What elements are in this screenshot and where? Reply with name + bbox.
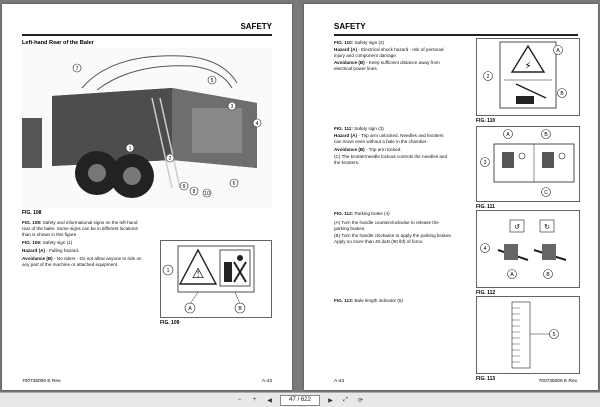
- fig108-caption: FIG. 108: Safety and informational signs on the left-hand rear of the baler. Some signs can be in different locations than is shown in this figure.: [22, 220, 138, 237]
- fig109-callout-1: 1: [166, 268, 170, 274]
- fig112-release: (A) Turn the handle counterclockwise to release the parking brakes.: [334, 220, 439, 231]
- fig-108-label: FIG. 108: [22, 210, 42, 216]
- fig111-callout-3: 3: [483, 160, 487, 166]
- safety-sign-1-illustration: [160, 240, 272, 318]
- callout-8: 8: [192, 189, 196, 195]
- rotate-cw-icon: ↻: [544, 223, 550, 231]
- fig110-callout-2: 2: [486, 74, 490, 80]
- falling-person-icon: ⚠: [191, 266, 205, 282]
- fig110-callout-b: B: [560, 91, 564, 97]
- viewer-toolbar: [0, 392, 600, 407]
- prev-page-icon[interactable]: ◀: [267, 397, 272, 404]
- next-page-icon[interactable]: ▶: [328, 397, 333, 404]
- right-footer-doc: 700735006 E Rev.: [538, 379, 578, 384]
- right-footer-page: A-44: [334, 379, 345, 384]
- fig-110-label: FIG. 110: [476, 118, 496, 124]
- fig112-illustration: [476, 210, 580, 288]
- page-number-field[interactable]: 47 / 622: [280, 395, 320, 406]
- fit-page-icon[interactable]: ⤢: [343, 396, 348, 403]
- fig111-callout-c: C: [544, 190, 548, 196]
- left-header: SAFETY: [22, 22, 272, 36]
- callout-1: 1: [128, 146, 132, 152]
- fig110-caption: FIG. 110: Safety sign (2): [334, 40, 385, 45]
- fig111-illustration: [476, 126, 580, 202]
- rotate-ccw-icon: ↺: [514, 223, 520, 231]
- fig109-callout-a: A: [188, 306, 192, 312]
- fig111-callout-a: A: [506, 132, 510, 138]
- fig-113-label: FIG. 113: [476, 376, 496, 382]
- left-footer-doc: 700735006 E Rev.: [22, 379, 62, 384]
- callout-7: 7: [75, 66, 79, 72]
- callout-10: 10: [204, 191, 210, 197]
- fig112-apply: (B) Turn the handle clockwise to apply the parking brakes. Apply no more than 40 daN (90 lbf) of force.: [334, 233, 452, 244]
- section-title: Left-hand Rear of the Baler: [22, 40, 94, 46]
- fig110-avoidance: Avoidance (B) - Keep sufficient distance away from electrical power lines.: [334, 60, 440, 71]
- fig110-callout-a: A: [556, 48, 560, 54]
- fig110-hazard: Hazard (A) - Electrical shock hazard - risk of personal injury and component damage.: [334, 47, 444, 58]
- rotate-icon[interactable]: ⟳: [357, 397, 364, 404]
- fig-112-label: FIG. 112: [476, 290, 496, 296]
- right-page: [304, 4, 598, 390]
- right-header: SAFETY: [334, 22, 578, 36]
- callout-2: 2: [168, 156, 172, 162]
- fig109-callout-b: B: [238, 306, 242, 312]
- callout-4: 4: [255, 121, 259, 127]
- fig109-avoidance: Avoidance (B) - No riders - Do not allow anyone to ride on any part of the machine or attached equipment.: [22, 256, 142, 267]
- fig111-hazard: Hazard (A) - Trip arm unlocked. Needles and knotters can move even without a bale in the chamber.: [334, 133, 444, 144]
- zoom-out-icon[interactable]: −: [237, 397, 242, 403]
- fig-109-label: FIG. 109: [160, 320, 180, 326]
- fig112-caption: FIG. 112: Parking brake (4): [334, 211, 390, 216]
- fig110-illustration: [476, 38, 580, 116]
- left-footer-page: A-43: [261, 379, 272, 384]
- baler-illustration: [22, 48, 272, 208]
- fig111-callout-b: B: [544, 132, 548, 138]
- fig111-caption: FIG. 111: Safety sign (3): [334, 126, 384, 131]
- fig109-hazard: Hazard (A) - Falling hazard.: [22, 248, 80, 253]
- callout-3: 3: [230, 104, 234, 110]
- fig113-callout-5: 5: [552, 332, 556, 338]
- fig112-callout-a: A: [510, 272, 514, 278]
- fig113-illustration: [476, 296, 580, 374]
- callout-9: 9: [182, 184, 186, 190]
- fig-111-label: FIG. 111: [476, 204, 495, 210]
- fig111-c-note: (C) The knotter/needle lockout controls the needles and the knotters.: [334, 154, 448, 165]
- fig111-avoidance: Avoidance (B) - Trip arm locked.: [334, 147, 402, 152]
- fig113-caption: FIG. 113: Bale length indicator (5): [334, 298, 403, 303]
- callout-5: 5: [210, 78, 214, 84]
- electrical-shock-icon: ⚡: [524, 61, 532, 72]
- fig112-callout-b: B: [546, 272, 550, 278]
- fig112-callout-4: 4: [483, 246, 487, 252]
- callout-6: 6: [232, 181, 236, 187]
- zoom-in-icon[interactable]: +: [252, 397, 257, 403]
- left-page: [2, 4, 292, 390]
- fig109-caption: FIG. 109: Safety sign (1): [22, 240, 73, 245]
